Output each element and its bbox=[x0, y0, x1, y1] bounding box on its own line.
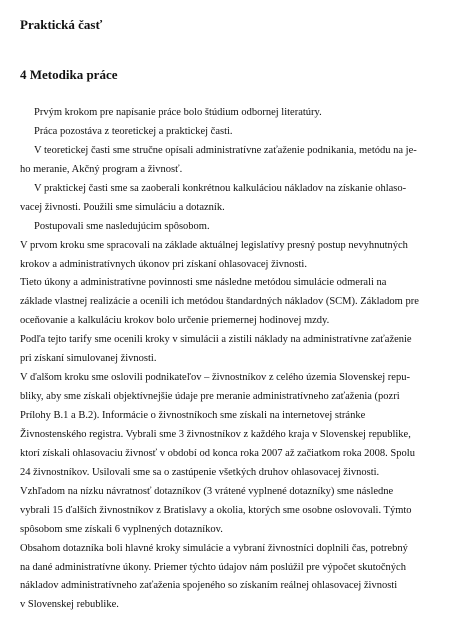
text-line: Podľa tejto tarify sme ocenili kroky v simulácii a zistili náklady na administratívne zaťaženie bbox=[20, 334, 412, 346]
text-line: V teoretickej časti sme stručne opísali administratívne zaťaženie podnikania, metódu na je- bbox=[34, 144, 417, 156]
text-line: nákladov administratívneho zaťaženia spojeného so získaním reálnej ohlasovacej živnosti bbox=[20, 580, 398, 592]
text-line: oceňovanie a kalkuláciu krokov bolo určenie priemernej hodinovej mzdy. bbox=[20, 315, 330, 327]
text-line: na dané administratívne úkony. Priemer týchto údajov nám poslúžil pre výpočet skutočných bbox=[20, 561, 406, 573]
text-line: Prílohy B.1 a B.2). Informácie o živnostníkoch sme získali na internetovej stránke bbox=[20, 410, 366, 421]
text-line: 24 živnostníkov. Usilovali sme sa o zastúpenie všetkých druhov ohlasovacej živnosti. bbox=[20, 466, 380, 478]
text-line: V praktickej časti sme sa zaoberali konkrétnou kalkuláciou nákladov na získanie ohlaso- bbox=[34, 182, 407, 194]
text-line: vacej živnosti. Použili sme simuláciu a dotazník. bbox=[20, 201, 225, 213]
text-line: Živnostenského registra. Vybrali sme 3 živnostníkov z každého kraja v Slovenskej republike, bbox=[20, 428, 411, 440]
text-line: Postupovali sme nasledujúcim spôsobom. bbox=[34, 220, 210, 232]
text-line: vybrali 15 ďalších živnostníkov z Bratislavy a okolia, ktorých sme osobne oslovovali. Týmto bbox=[20, 504, 412, 516]
text-line: ho meranie, Akčný program a živnosť. bbox=[20, 163, 183, 175]
text-line: V ďalšom kroku sme oslovili podnikateľov – živnostníkov z celého územia Slovenskej repu- bbox=[20, 372, 410, 384]
body-text bbox=[20, 104, 465, 615]
section-title: Praktická časť bbox=[20, 17, 103, 32]
text-line: spôsobom sme získali 6 vyplnených dotazníkov. bbox=[20, 523, 223, 535]
text-line: pri získaní simulovanej živnosti. bbox=[20, 353, 157, 365]
text-line: bliky, aby sme získali objektívnejšie údaje pre meranie administratívneho zaťaženia (pozri bbox=[20, 391, 400, 403]
text-line: V prvom kroku sme spracovali na základe aktuálnej legislatívy presný postup nevyhnutných bbox=[20, 239, 408, 251]
chapter-title: 4 Metodika práce bbox=[20, 67, 118, 82]
text-line: Vzhľadom na nízku návratnosť dotazníkov (3 vrátené vyplnené dotazníky) sme následne bbox=[20, 485, 394, 497]
text-line: Obsahom dotazníka boli hlavné kroky simulácie a vybraní živnostníci doplnili čas, potrebný bbox=[20, 542, 408, 554]
text-line: Tieto úkony a administratívne povinnosti sme následne metódou simulácie odmerali na bbox=[20, 277, 387, 289]
text-line: ktorí získali ohlasovaciu živnosť v období od konca roka 2007 až začiatkom roka 2008. Spolu bbox=[20, 447, 415, 459]
text-line: základe vlastnej realizácie a ocenili ich metódou štandardných nákladov (SCM). Základom pre bbox=[20, 296, 419, 308]
text-line: Prvým krokom pre napísanie práce bolo štúdium odbornej literatúry. bbox=[34, 107, 322, 118]
text-line: Práca pozostáva z teoretickej a praktickej časti. bbox=[34, 125, 233, 137]
text-line: v Slovenskej rebublike. bbox=[20, 599, 119, 611]
text-line: krokov a administratívnych úkonov pri získaní ohlasovacej živnosti. bbox=[20, 258, 307, 270]
